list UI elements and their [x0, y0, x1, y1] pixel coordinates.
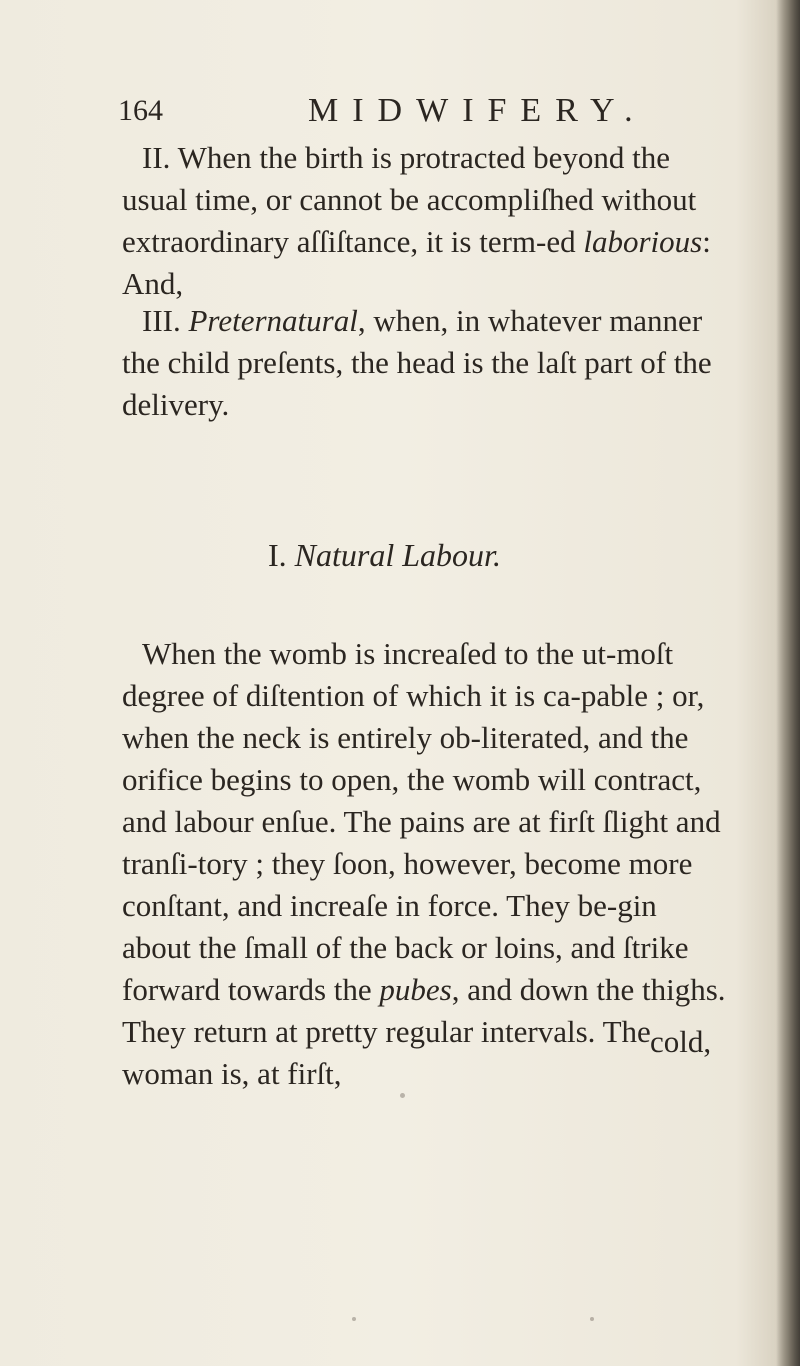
- paragraph-natural-emphasis: pubes: [379, 972, 452, 1007]
- paper-speck: [400, 1093, 405, 1098]
- paragraph-iii-numeral: III.: [142, 303, 181, 338]
- paragraph-iii-text-after: , when, in whatever manner the child preſents, the head is the laſt part of the delivery.: [122, 303, 712, 422]
- catchword: cold,: [650, 1024, 712, 1059]
- section-heading-title: Natural Labour.: [294, 537, 501, 573]
- page-header: [118, 88, 718, 134]
- page-number: 164: [118, 94, 163, 127]
- page-binding-edge: [776, 0, 800, 1366]
- paragraph-natural-text-before: When the womb is increaſed to the ut-moſt degree of diſtention of which it is ca-pable ; or, when the neck is entirely ob-literated, and the orifice begins to open, the womb will contract, and labour enſue. The pains are at firſt ſlight and tranſi-tory ; they ſoon, however, become more conſtant, and increaſe in force. They be-gin about the ſmall of the back or loins, and ſtrike forward towards the: [122, 636, 721, 1007]
- paragraph-natural-text-after: , and down the thighs. They return at pretty regular intervals. The woman is, at firſt,: [122, 972, 726, 1091]
- paper-speck: [590, 1317, 594, 1321]
- paragraph-iii: [122, 300, 732, 426]
- paper-speck: [352, 1317, 356, 1321]
- paragraph-ii-emphasis: laborious: [583, 224, 703, 259]
- paragraph-ii-numeral: II.: [142, 140, 171, 175]
- paragraph-iii-emphasis: Preternatural: [188, 303, 358, 338]
- running-title: MIDWIFERY.: [308, 92, 647, 129]
- paragraph-ii-text-before: When the birth is protracted beyond the usual time, or cannot be accompliſhed without extraordinary aſſiſtance, it is term-ed: [122, 140, 697, 259]
- paragraph-ii: [122, 137, 732, 305]
- section-heading-numeral: I.: [268, 537, 287, 573]
- paragraph-natural-labour: [122, 633, 732, 1095]
- section-heading: [268, 534, 501, 576]
- paragraph-ii-text-after: : And,: [122, 224, 711, 301]
